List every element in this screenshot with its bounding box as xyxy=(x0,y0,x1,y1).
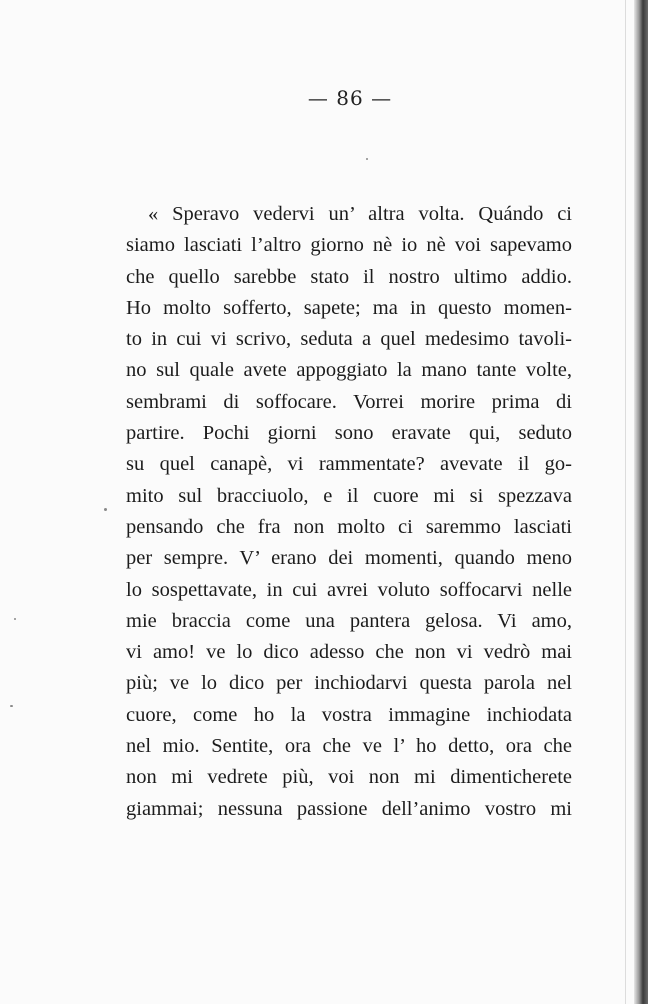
page-number: — 86 — xyxy=(307,86,393,110)
body-text xyxy=(126,199,572,825)
text-line: « Speravo vedervi un’ altra volta. Quándo ci xyxy=(148,203,572,225)
text-line: Ho molto sofferto, sapete; ma in questo momen- xyxy=(126,296,572,319)
text-line: non mi vedrete più, voi non mi dimenticherete xyxy=(126,766,572,789)
text-line: vi amo! ve lo dico adesso che non vi vedrò mai xyxy=(126,641,572,664)
text-line: cuore, come ho la vostra immagine inchiodata xyxy=(126,703,572,726)
scan-speck xyxy=(14,618,16,620)
text-line: lo sospettavate, in cui avrei voluto soffocarvi nelle xyxy=(126,578,572,601)
text-line: to in cui vi scrivo, seduta a quel medesimo tavoli- xyxy=(126,328,572,351)
text-line: che quello sarebbe stato il nostro ultimo addio. xyxy=(126,265,572,288)
text-line: pensando che fra non molto ci saremmo lasciati xyxy=(126,515,572,538)
page-gutter-shadow xyxy=(634,0,648,1004)
text-line: giammai; nessuna passione dell’animo vostro mi xyxy=(126,797,572,820)
text-line: per sempre. V’ erano dei momenti, quando meno xyxy=(126,547,572,570)
page-fold-line xyxy=(625,0,626,1004)
scan-speck xyxy=(366,158,368,160)
text-line: siamo lasciati l’altro giorno nè io nè voi sapevamo xyxy=(126,234,572,257)
text-line: su quel canapè, vi rammentate? avevate il go- xyxy=(126,453,572,476)
text-line: sembrami di soffocare. Vorrei morire prima di xyxy=(126,390,572,413)
text-line: mito sul bracciuolo, e il cuore mi si spezzava xyxy=(126,484,572,507)
scan-speck xyxy=(104,508,107,511)
scan-speck xyxy=(10,705,13,707)
text-line: più; ve lo dico per inchiodarvi questa parola nel xyxy=(126,672,572,695)
text-line: mie braccia come una pantera gelosa. Vi amo, xyxy=(126,609,572,632)
text-line: partire. Pochi giorni sono eravate qui, seduto xyxy=(126,422,572,445)
text-line: no sul quale avete appoggiato la mano tante volte, xyxy=(126,359,572,382)
text-line: nel mio. Sentite, ora che ve l’ ho detto, ora che xyxy=(126,735,572,758)
